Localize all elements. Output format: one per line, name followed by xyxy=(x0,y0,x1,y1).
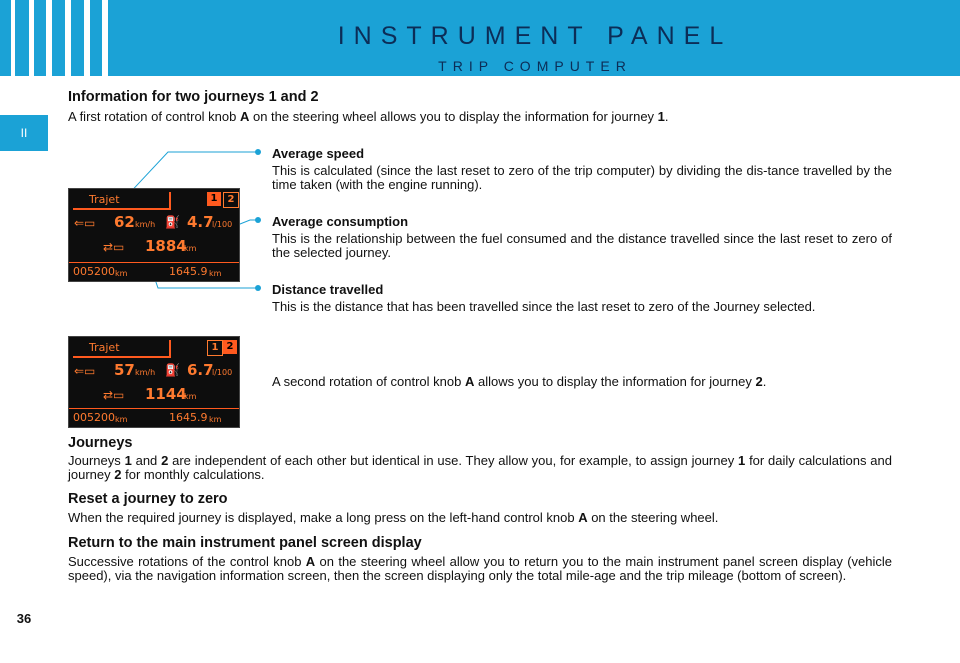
reset-journey-heading: Reset a journey to zero xyxy=(68,491,228,507)
item-text-distance-travelled: This is the distance that has been travelled since the last reset to zero of the Journey selected. xyxy=(272,299,816,314)
screen-tab-label: Trajet xyxy=(73,340,171,358)
distance-unit: km xyxy=(184,244,197,253)
item-title-average-speed: Average speed xyxy=(272,146,365,161)
fuel-pump-icon: ⛽ xyxy=(165,363,180,377)
second-rotation-text: A second rotation of control knob A allows you to display the information for journey 2. xyxy=(272,374,767,389)
bullet-dot xyxy=(255,217,261,223)
reset-journey-text: When the required journey is displayed, make a long press on the left-hand control knob A on the steering wheel. xyxy=(68,510,719,525)
item-title-average-consumption: Average consumption xyxy=(272,214,409,229)
intro-heading: Information for two journeys 1 and 2 xyxy=(68,89,319,105)
section-tab: II xyxy=(0,115,48,151)
bullet-dot xyxy=(255,285,261,291)
distance-travelled-value: 1884 xyxy=(145,237,187,255)
odometer-unit: km xyxy=(115,269,128,278)
screen-bottom-bar xyxy=(69,262,239,281)
average-speed-value: 57 xyxy=(114,361,135,379)
car-speed-icon: ⇐▭ xyxy=(74,216,96,230)
car-speed-icon: ⇐▭ xyxy=(74,364,96,378)
item-text-average-speed: This is calculated (since the last reset to zero of the trip computer) by dividing the dis-tance travelled by the time taken (with the engine running). xyxy=(272,163,892,192)
trip-unit: km xyxy=(209,269,222,278)
distance-car-icon: ⇄▭ xyxy=(103,240,125,254)
trip-value: 1645.9 xyxy=(169,265,208,278)
item-text-average-consumption: This is the relationship between the fuel consumed and the distance travelled since the last reset to zero of the selected journey. xyxy=(272,231,892,260)
return-main-display-text: Successive rotations of the control knob A on the steering wheel allow you to return you to the main instrument panel screen display (vehicle speed), via the navigation information screen, then the screen displaying only the total mile-age and the trip mileage (bottom of screen). xyxy=(68,554,892,583)
distance-car-icon: ⇄▭ xyxy=(103,388,125,402)
trip-computer-screen-journey-1 xyxy=(68,188,240,282)
odometer-value: 005200 xyxy=(73,411,115,424)
distance-travelled-value: 1144 xyxy=(145,385,187,403)
intro-text: A first rotation of control knob A on the steering wheel allows you to display the information for journey 1. xyxy=(68,109,669,124)
speed-unit: km/h xyxy=(135,368,156,377)
screen-tab-label: Trajet xyxy=(73,192,171,210)
consumption-unit: l/100 xyxy=(212,368,233,377)
journey-2-indicator: 2 xyxy=(223,192,239,208)
journey-1-indicator: 1 xyxy=(207,340,223,356)
distance-unit: km xyxy=(184,392,197,401)
return-main-display-heading: Return to the main instrument panel screen display xyxy=(68,535,422,551)
journey-2-indicator: 2 xyxy=(223,340,237,354)
page-subtitle: TRIP COMPUTER xyxy=(438,58,632,74)
bullet-dot xyxy=(255,149,261,155)
odometer-value: 005200 xyxy=(73,265,115,278)
average-speed-value: 62 xyxy=(114,213,135,231)
consumption-unit: l/100 xyxy=(212,220,233,229)
fuel-pump-icon: ⛽ xyxy=(165,215,180,229)
journey-1-indicator: 1 xyxy=(207,192,221,206)
trip-computer-screen-journey-2 xyxy=(68,336,240,428)
speed-unit: km/h xyxy=(135,220,156,229)
trip-value: 1645.9 xyxy=(169,411,208,424)
average-consumption-value: 4.7 xyxy=(187,213,214,231)
item-title-distance-travelled: Distance travelled xyxy=(272,282,384,297)
journeys-heading: Journeys xyxy=(68,435,133,451)
page-number: 36 xyxy=(16,611,32,626)
journeys-text: Journeys 1 and 2 are independent of each other but identical in use. They allow you, for example, to assign journey 1 for daily calculations and journey 2 for monthly calculations. xyxy=(68,453,892,482)
average-consumption-value: 6.7 xyxy=(187,361,214,379)
screen-bottom-bar xyxy=(69,408,239,427)
page-title: INSTRUMENT PANEL xyxy=(337,22,733,50)
trip-unit: km xyxy=(209,415,222,424)
odometer-unit: km xyxy=(115,415,128,424)
